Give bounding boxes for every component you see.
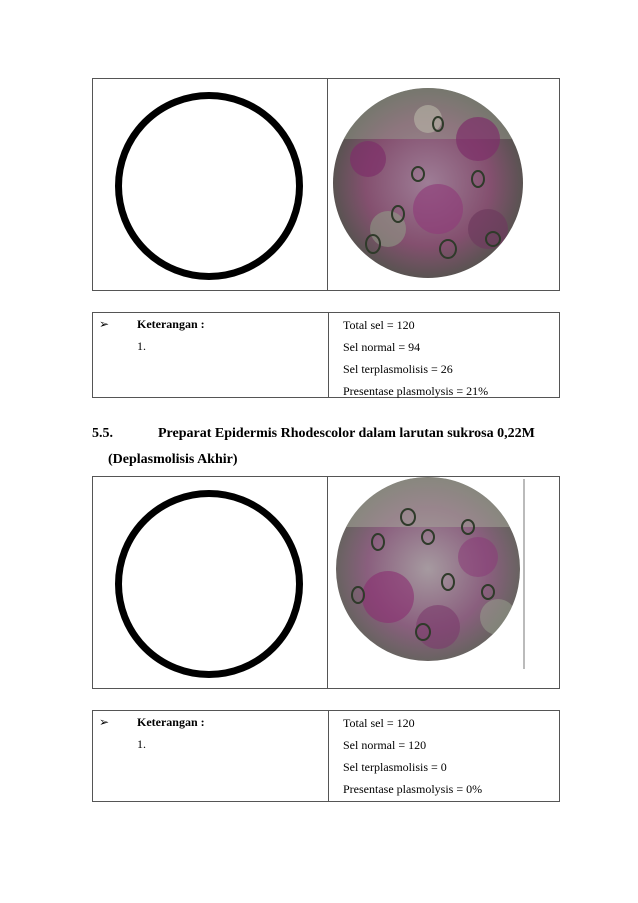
note-number: 1.: [137, 339, 146, 353]
plasmolyzed-cells: Sel terplasmolisis = 26: [343, 362, 453, 376]
drawing-circle-1: [115, 92, 303, 280]
total-cells: Total sel = 120: [343, 318, 415, 332]
normal-cells: Sel normal = 120: [343, 738, 427, 752]
section-title: Preparat Epidermis Rhodescolor dalam larutan sukrosa 0,22M: [158, 426, 535, 441]
section-number: 5.5.: [92, 426, 113, 441]
photo-cell-2: [328, 477, 559, 688]
note-right-2: [329, 711, 559, 801]
drawing-circle-2: [115, 490, 303, 678]
note-left-1: [93, 313, 329, 397]
micrograph-2: [328, 477, 559, 690]
plasmolysis-percent: Presentase plasmolysis = 21%: [343, 384, 489, 398]
note-table-2: [92, 710, 560, 802]
plasmolyzed-cells: Sel terplasmolisis = 0: [343, 760, 447, 774]
note-right-1: [329, 313, 559, 397]
plasmolysis-percent: Presentase plasmolysis = 0%: [343, 782, 483, 796]
note-left-2: [93, 711, 329, 801]
image-table-2: [92, 476, 560, 689]
drawing-cell-2: [93, 477, 328, 688]
micrograph-1: [328, 79, 559, 292]
note-label: Keterangan :: [137, 715, 205, 729]
drawing-cell-1: [93, 79, 328, 290]
normal-cells: Sel normal = 94: [343, 340, 421, 354]
section-subtitle: (Deplasmolisis Akhir): [108, 452, 238, 467]
note-table-1: [92, 312, 560, 398]
note-number: 1.: [137, 737, 146, 751]
photo-cell-1: [328, 79, 559, 290]
bullet-arrow-icon: ➢: [99, 317, 110, 331]
note-label: Keterangan :: [137, 317, 205, 331]
total-cells: Total sel = 120: [343, 716, 415, 730]
bullet-arrow-icon: ➢: [99, 715, 110, 729]
image-table-1: [92, 78, 560, 291]
